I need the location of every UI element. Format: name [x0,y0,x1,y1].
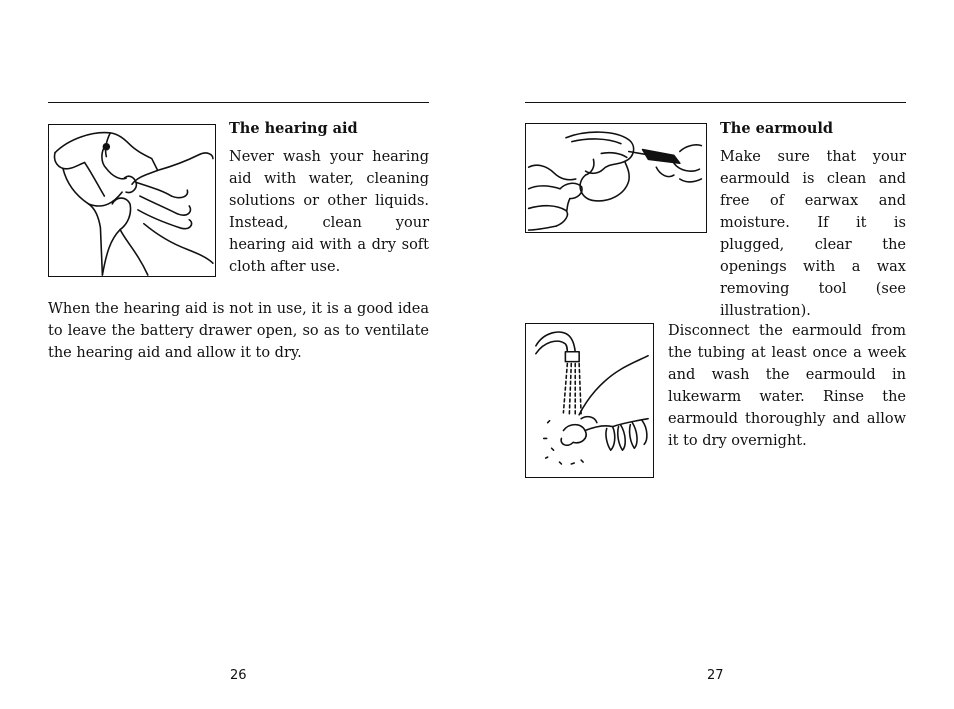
battery-drawer-paragraph: When the hearing aid is not in use, it is a good idea to leave the battery drawer open, so as to ventilate the hearing aid and allow it to dry. [48,301,429,361]
earmould-washing-illustration [525,323,654,478]
earmould-paragraph: Make sure that your earmould is clean and free of earwax and moisture. If it is plugged, clear the openings with a wax removing tool (see illustration). [720,149,906,319]
hearing-aid-paragraph: Never wash your hearing aid with water, cleaning solutions or other liquids. Instead, clean your hearing aid with a dry soft cloth after use. [229,149,429,275]
hearing-aid-cleaning-illustration [48,124,216,277]
earmould-heading: The earmould [720,120,834,137]
page-number-left: 26 [230,668,247,683]
wax-tool-illustration [525,123,707,233]
hearing-aid-heading: The hearing aid [229,120,358,137]
page-number-right: 27 [707,668,724,683]
earmould-washing-paragraph: Disconnect the earmould from the tubing at least once a week and wash the earmould in lukewarm water. Rinse the earmould thoroughly and allow it to dry overnight. [668,323,906,449]
left-top-rule [48,102,429,103]
right-top-rule [525,102,906,103]
